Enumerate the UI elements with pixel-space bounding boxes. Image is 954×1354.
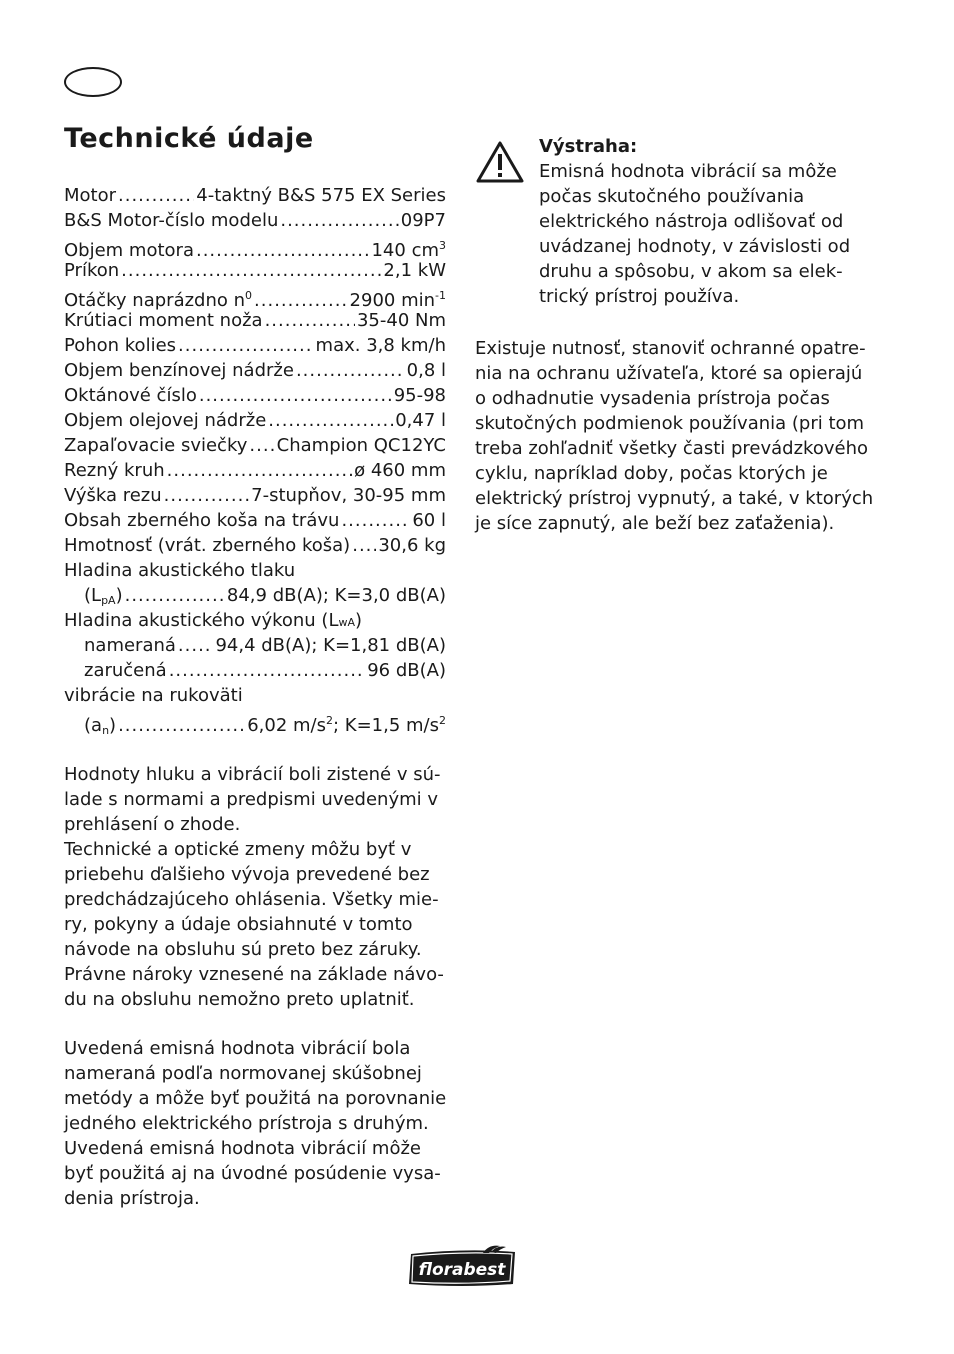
- spec-value: 35-40 Nm: [356, 310, 446, 331]
- warning-title: Výstraha:: [539, 136, 638, 157]
- spec-label: Otáčky naprázdno n: [64, 290, 246, 311]
- spec-value: 30,6 kg: [378, 535, 446, 556]
- spec-value: 2,1 kW: [383, 260, 446, 281]
- spec-value: 60 l: [412, 510, 446, 531]
- spec-row: [64, 458, 446, 483]
- spec-row: [64, 433, 446, 458]
- spec-value: max. 3,8 km/h: [315, 335, 446, 356]
- page-title: Technické údaje: [64, 123, 314, 154]
- spec-value: 09P7: [400, 210, 446, 231]
- noise-power-measured-row: nameraná ..... 94,4 dB(A); K=1,81 dB(A): [64, 633, 446, 658]
- warning-triangle-icon: [476, 141, 524, 183]
- spec-row: Otáčky naprázdno $n^0$ ..... 2900 $\min^{-1}$: [64, 283, 446, 308]
- spec-label: Oktánové číslo: [64, 385, 197, 406]
- spec-value: 95-98: [393, 385, 446, 406]
- spec-row: [64, 183, 446, 208]
- language-badge: [64, 67, 122, 97]
- spec-value: 0,47 l: [395, 410, 446, 431]
- noise-power-measured-value: 94,4 dB(A); K=1,81 dB(A): [215, 635, 446, 656]
- spec-row: [64, 358, 446, 383]
- spec-label: Objem olejovej nádrže: [64, 410, 267, 431]
- spec-value: 0,8 l: [406, 360, 446, 381]
- spec-value: ø 460 mm: [354, 460, 446, 481]
- spec-label: Zapaľovacie sviečky: [64, 435, 248, 456]
- florabest-logo: [405, 1244, 520, 1290]
- spec-row: [64, 483, 446, 508]
- specs-list: [64, 183, 446, 737]
- spec-row: Objem motora ..... 140 $cm^3$: [64, 233, 446, 258]
- spec-label: Rezný kruh: [64, 460, 165, 481]
- spec-value: 4-taktný B&S 575 EX Series: [196, 185, 446, 206]
- vibration-row: $(a_n)$ ..... 6,02 $m/s^2$; K=1,5 $m/s^2$: [64, 708, 446, 733]
- noise-power-heading: Hladina akustického výkonu (L wA ): [64, 610, 363, 631]
- vibration-value: 6,02 $m/s^2$; K=1,5 $m/s^2$: [247, 714, 446, 736]
- spec-label: Motor: [64, 185, 117, 206]
- warning-text: Emisná hodnota vibrácií sa môže počas skutočného používania elektrického nástroja odlišovať od uvádzanej hodnoty, v závislosti od druhu a spôsobu, v akom sa elek- trický prístroj používa.: [539, 161, 851, 307]
- spec-row: [64, 258, 446, 283]
- noise-pressure-value: 84,9 dB(A); K=3,0 dB(A): [226, 585, 446, 606]
- spec-row: [64, 308, 446, 333]
- spec-label: Objem benzínovej nádrže: [64, 360, 294, 381]
- noise-pressure-row: $(L_{pA})$ ..... 84,9 dB(A); K=3,0 dB(A): [64, 583, 446, 608]
- spec-label: B&S Motor-číslo modelu: [64, 210, 279, 231]
- spec-label: Výška rezu: [64, 485, 162, 506]
- noise-power-guaranteed-row: zaručená ..... 96 dB(A): [64, 658, 446, 683]
- spec-label: Pohon kolies: [64, 335, 177, 356]
- spec-row: [64, 408, 446, 433]
- vibration-heading: vibrácie na rukoväti: [64, 685, 243, 706]
- noise-power-guaranteed-value: 96 dB(A): [367, 660, 446, 681]
- spec-value: Champion QC12YC: [276, 435, 446, 456]
- spec-row: [64, 333, 446, 358]
- spec-label: Krútiaci moment noža: [64, 310, 263, 331]
- spec-row: [64, 533, 446, 558]
- paragraph-vibration-emission: Uvedená emisná hodnota vibrácií bola nameraná podľa normovanej skúšobnej metódy a môže byť použitá na porovnanie jedného elektrického prístroja s druhým. Uvedená emisná hodnota vibrácií môže byť použitá aj na úvodné posúdenie vysa- denia prístroja.: [64, 1038, 447, 1209]
- spec-row: [64, 508, 446, 533]
- spec-label: Obsah zberného koša na trávu: [64, 510, 340, 531]
- spec-value: 2900 min: [349, 290, 436, 311]
- spec-label: Hmotnosť (vrát. zberného koša): [64, 535, 351, 556]
- spec-value: 140 cm: [371, 240, 439, 261]
- spec-row: [64, 383, 446, 408]
- spec-label: Príkon: [64, 260, 120, 281]
- spec-label: Objem motora: [64, 240, 194, 261]
- spec-row: [64, 208, 446, 233]
- spec-value: 7-stupňov, 30-95 mm: [251, 485, 446, 506]
- paragraph-protective-measures: Existuje nutnosť, stanoviť ochranné opatre- nia na ochranu užívateľa, ktoré sa opierajú o odhadnutie vysadenia prístroja počas skutočných podmienok používania (pri tom treba zohľadniť všetky časti prevádzkového cyklu, napríklad doby, počas ktorých je elektrický prístroj vypnutý, a také, v ktorých je síce zapnutý, ale beží bez zaťaženia).: [475, 338, 874, 534]
- svg-text:florabest: florabest: [418, 1260, 506, 1280]
- paragraph-noise-info: Hodnoty hluku a vibrácií boli zistené v sú- lade s normami a predpismi uvedenými v prehlásení o zhode. Technické a optické zmeny môžu byť v priebehu ďalšieho vývoja prevedené bez predchádzajúceho ohlásenia. Všetky mie- ry, pokyny a údaje obsiahnuté v tomto návode na obsluhu sú preto bez záruky. Právne nároky vznesené na základe návo- du na obsluhu nemožno preto uplatniť.: [64, 764, 444, 1010]
- noise-pressure-heading: Hladina akustického tlaku: [64, 560, 296, 581]
